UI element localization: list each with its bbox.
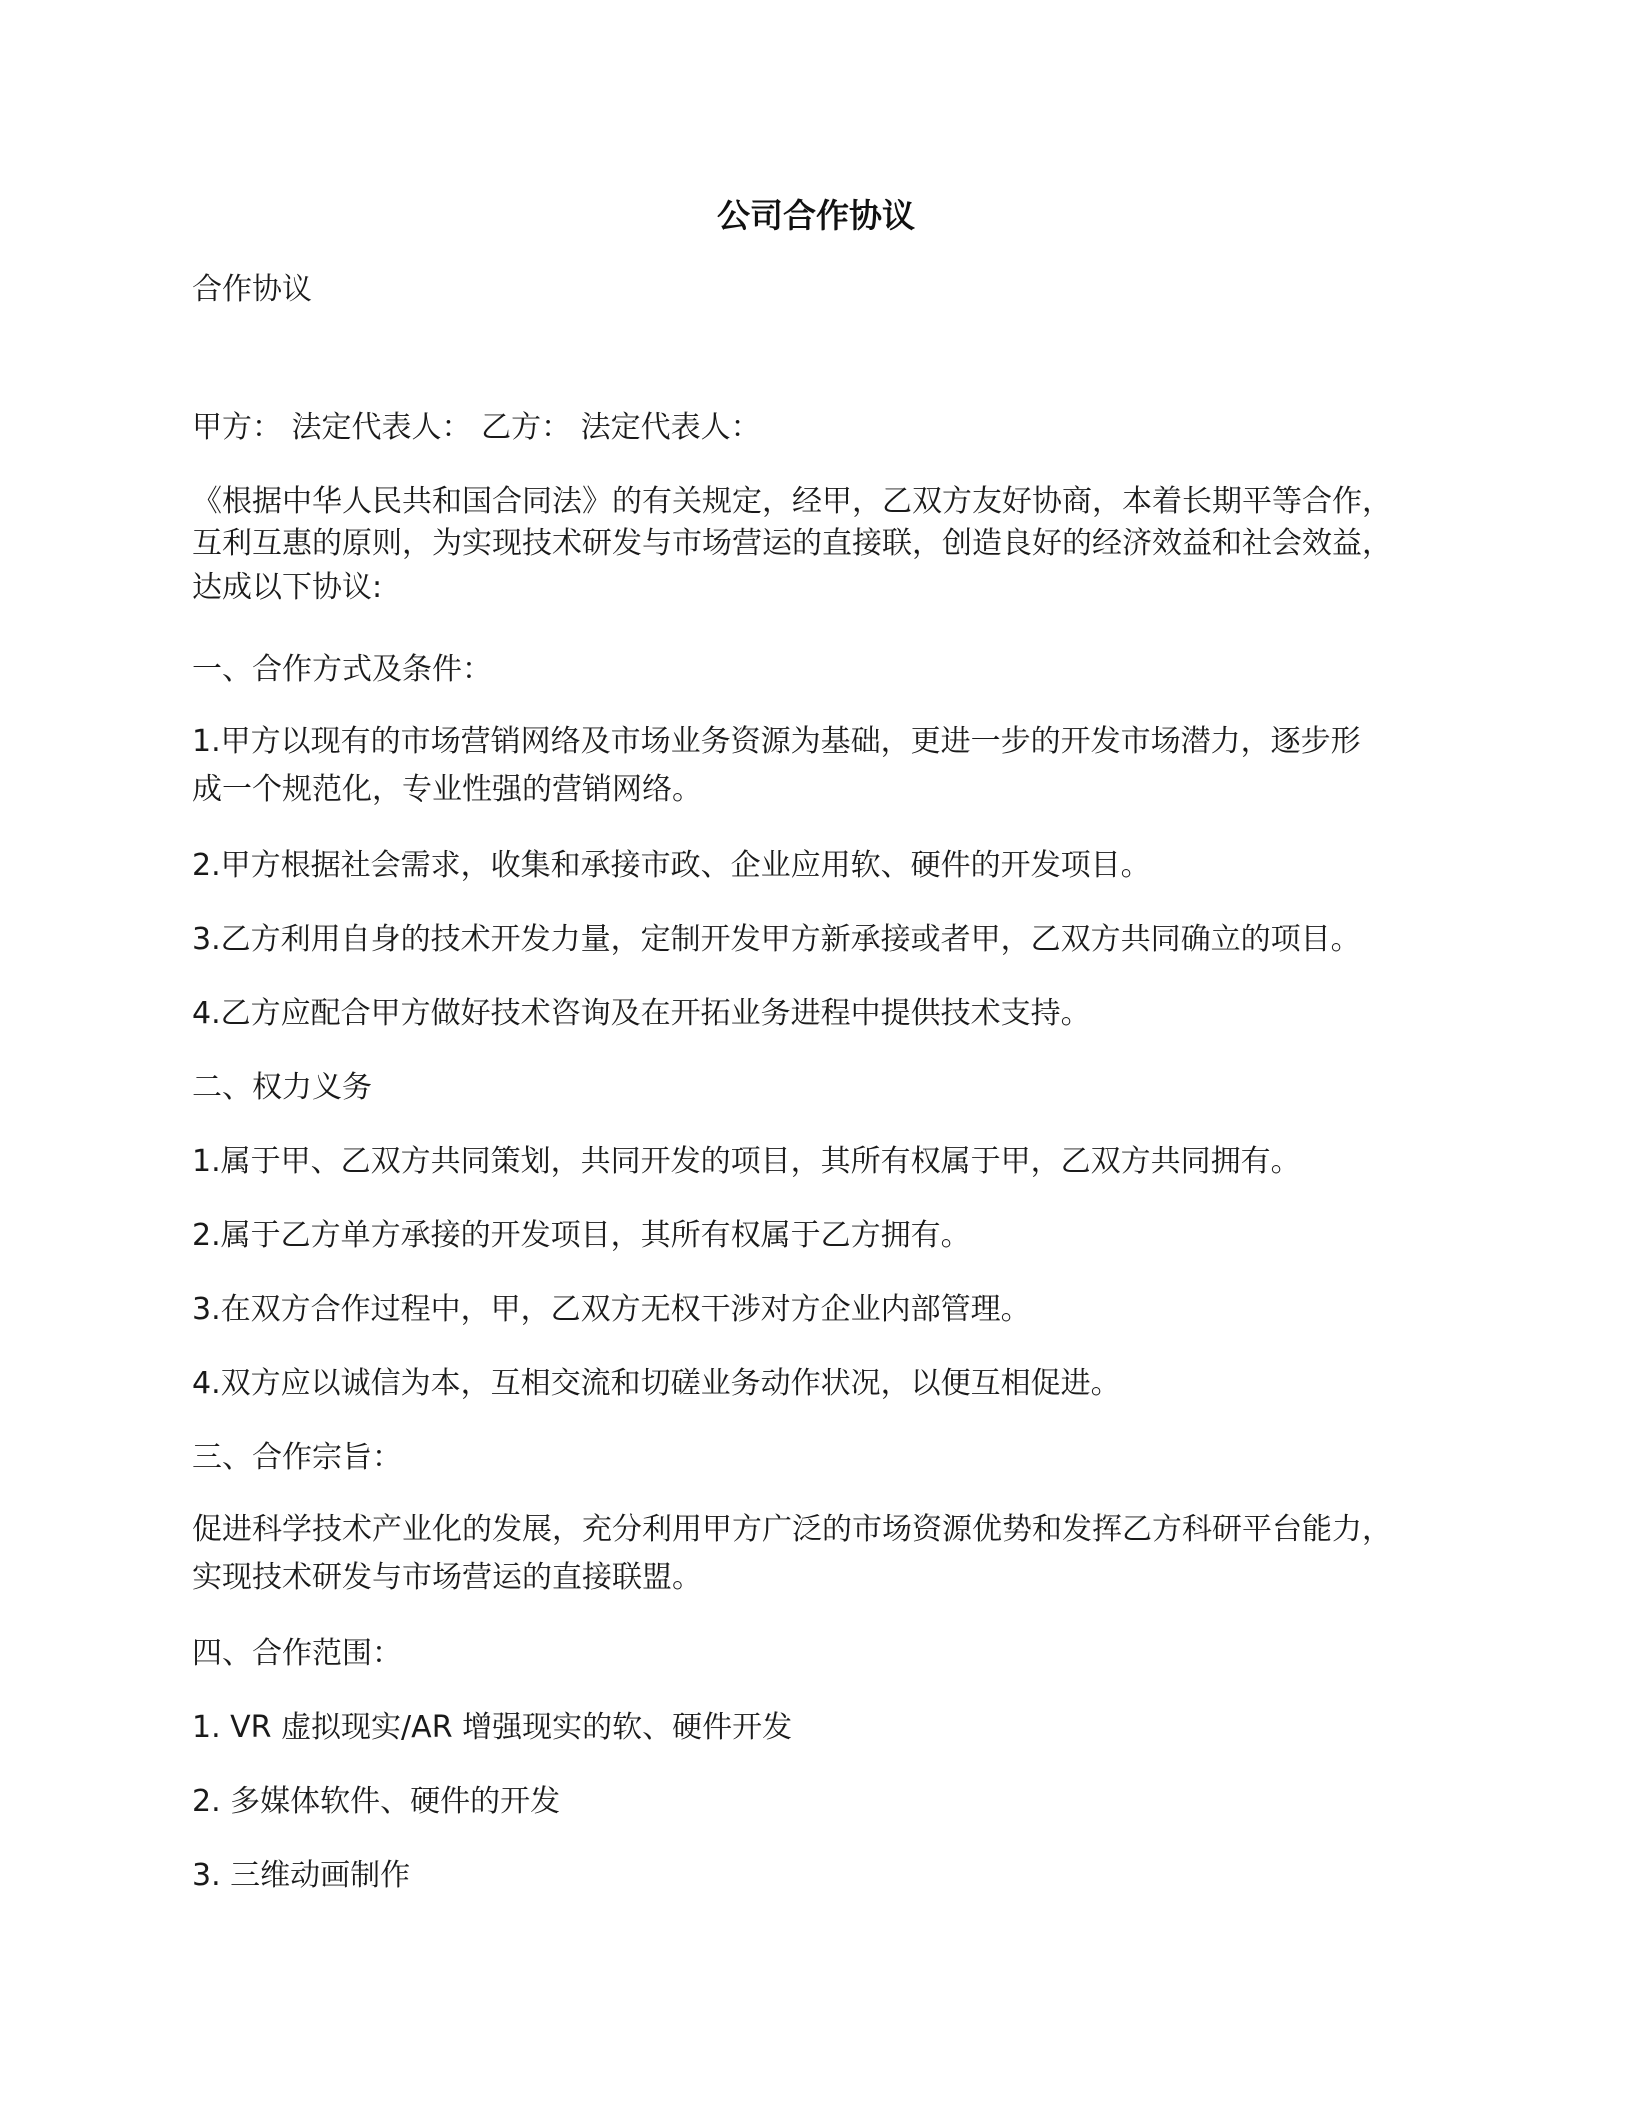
section-4-item-1: 1. VR 虚拟现实/AR 增强现实的软、硬件开发 xyxy=(192,1710,793,1745)
parties-line: 甲方： 法定代表人： 乙方： 法定代表人： xyxy=(192,410,761,445)
section-4-item-2: 2. 多媒体软件、硬件的开发 xyxy=(192,1784,561,1819)
section-2-heading: 二、权力义务 xyxy=(192,1070,372,1105)
section-1-heading: 一、合作方式及条件： xyxy=(192,652,492,687)
section-2-item-4: 4.双方应以诚信为本，互相交流和切磋业务动作状况，以便互相促进。 xyxy=(192,1366,1121,1401)
preamble-line-3: 达成以下协议: xyxy=(192,570,383,605)
preamble-line-1: 《根据中华人民共和国合同法》的有关规定，经甲，乙双方友好协商，本着长期平等合作， xyxy=(192,484,1392,519)
document-title: 公司合作协议 xyxy=(717,196,915,235)
section-2-item-1: 1.属于甲、乙双方共同策划，共同开发的项目，其所有权属于甲，乙双方共同拥有。 xyxy=(192,1144,1301,1179)
preamble-line-2: 互利互惠的原则，为实现技术研发与市场营运的直接联，创造良好的经济效益和社会效益， xyxy=(192,526,1392,561)
section-1-item-2: 2.甲方根据社会需求，收集和承接市政、企业应用软、硬件的开发项目。 xyxy=(192,848,1151,883)
section-2-item-3: 3.在双方合作过程中，甲，乙双方无权干涉对方企业内部管理。 xyxy=(192,1292,1031,1327)
section-3-body-line-1: 促进科学技术产业化的发展，充分利用甲方广泛的市场资源优势和发挥乙方科研平台能力， xyxy=(192,1512,1392,1547)
section-3-body-line-2: 实现技术研发与市场营运的直接联盟。 xyxy=(192,1560,702,1595)
section-4-item-3: 3. 三维动画制作 xyxy=(192,1858,411,1893)
section-4-heading: 四、合作范围： xyxy=(192,1636,402,1671)
section-1-item-1-line-2: 成一个规范化，专业性强的营销网络。 xyxy=(192,772,702,807)
section-2-item-2: 2.属于乙方单方承接的开发项目，其所有权属于乙方拥有。 xyxy=(192,1218,971,1253)
section-1-item-4: 4.乙方应配合甲方做好技术咨询及在开拓业务进程中提供技术支持。 xyxy=(192,996,1091,1031)
section-1-item-3: 3.乙方利用自身的技术开发力量，定制开发甲方新承接或者甲，乙双方共同确立的项目。 xyxy=(192,922,1361,957)
document-subtitle: 合作协议 xyxy=(192,272,312,307)
section-1-item-1-line-1: 1.甲方以现有的市场营销网络及市场业务资源为基础，更进一步的开发市场潜力，逐步形 xyxy=(192,724,1361,759)
section-3-heading: 三、合作宗旨： xyxy=(192,1440,402,1475)
